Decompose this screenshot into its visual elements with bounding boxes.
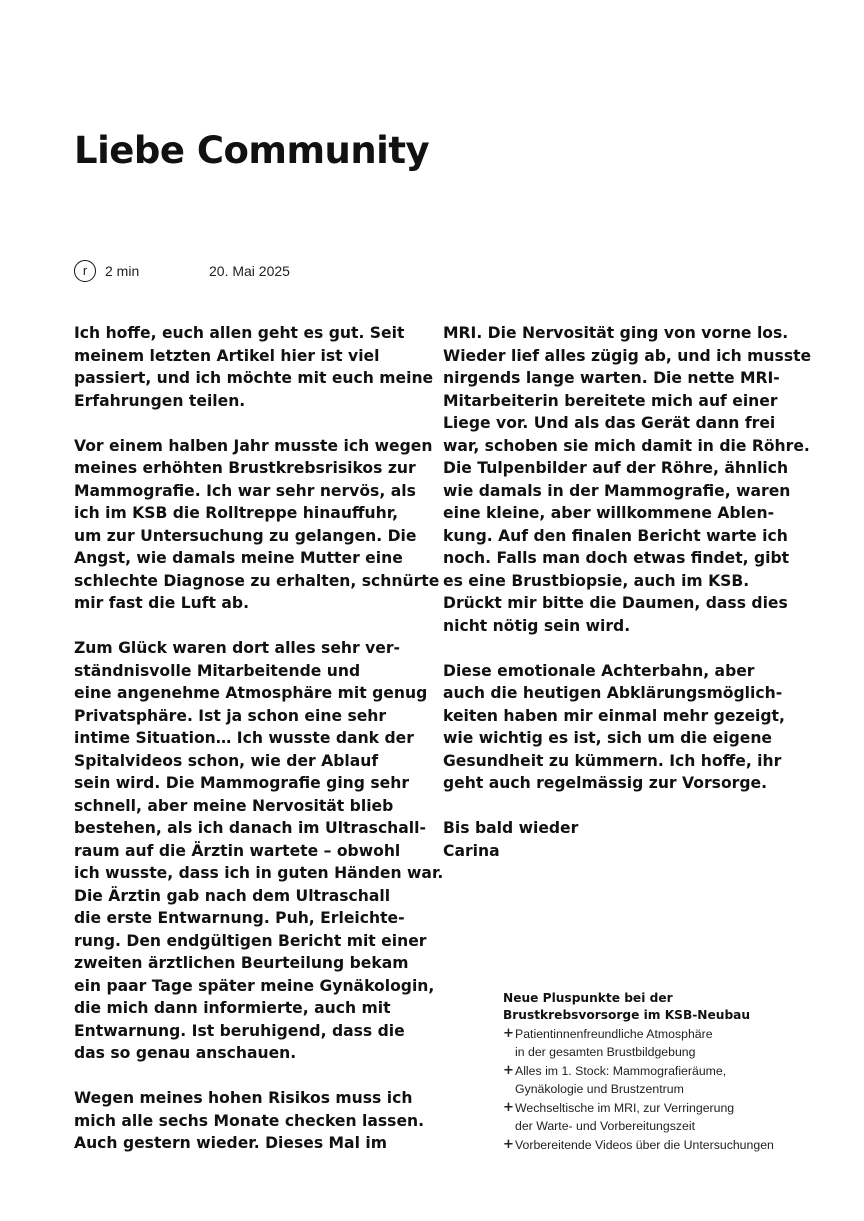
text-line: Zum Glück waren dort alles sehr ver- xyxy=(74,639,401,657)
text-line: Gesundheit zu kümmern. Ich hoffe, ihr xyxy=(443,751,782,770)
text-line: ein paar Tage später meine Gynäkologin, xyxy=(74,976,435,995)
article-body-right-column xyxy=(443,322,812,862)
text-line: Wegen meines hohen Risikos muss ich xyxy=(74,1089,413,1107)
info-box-item-line: Alles im 1. Stock: Mammografieräume, xyxy=(515,1064,727,1078)
text-line: bestehen, als ich danach im Ultraschall- xyxy=(74,819,426,837)
info-box-item xyxy=(503,1062,803,1098)
text-line: Erfahrungen teilen. xyxy=(74,391,246,410)
text-line: es eine Brustbiopsie, auch im KSB. xyxy=(443,571,750,590)
text-line: Wieder lief alles zügig ab, und ich musste xyxy=(443,346,812,365)
text-line: mir fast die Luft ab. xyxy=(74,594,250,612)
text-line: die mich dann informierte, auch mit xyxy=(74,999,391,1017)
text-line: Auch gestern wieder. Dieses Mal im xyxy=(74,1134,387,1152)
text-line: Carina xyxy=(443,841,500,860)
text-line: Diese emotionale Achterbahn, aber xyxy=(443,661,755,680)
text-line: keiten haben mir einmal mehr gezeigt, xyxy=(443,706,785,725)
article-body-left-column xyxy=(74,322,444,1155)
paragraph xyxy=(74,1087,434,1155)
publish-date: 20. Mai 2025 xyxy=(209,263,290,279)
article-meta xyxy=(74,259,290,283)
plus-icon: + xyxy=(503,1026,514,1041)
read-time-icon xyxy=(74,260,96,282)
text-line: schlechte Diagnose zu erhalten, schnürte xyxy=(74,571,440,590)
text-line: sein wird. Die Mammografie ging sehr xyxy=(74,774,410,792)
text-line: auch die heutigen Abklärungsmöglich- xyxy=(443,684,783,702)
info-box-item-text xyxy=(515,1099,734,1135)
text-line: Mammografie. Ich war sehr nervös, als xyxy=(74,481,416,500)
text-line: das so genau anschauen. xyxy=(74,1044,297,1062)
text-line: nirgends lange warten. Die nette MRI- xyxy=(443,369,780,387)
text-line: wie wichtig es ist, sich um die eigene xyxy=(443,729,772,747)
info-box-item xyxy=(503,1099,803,1135)
info-box-title-line: Brustkrebsvorsorge im KSB-Neubau xyxy=(503,1008,751,1022)
plus-icon: + xyxy=(503,1063,514,1078)
text-line: geht auch regelmässig zur Vorsorge. xyxy=(443,774,768,792)
text-line: raum auf die Ärztin wartete – obwohl xyxy=(74,841,401,860)
info-box-item-line: Vorbereitende Videos über die Untersuchungen xyxy=(515,1138,774,1152)
text-line: Die Tulpenbilder auf der Röhre, ähnlich xyxy=(443,459,789,477)
info-box-item xyxy=(503,1136,803,1154)
info-box-item-line: Patientinnenfreundliche Atmosphäre xyxy=(515,1027,713,1041)
read-time-icon-letter: r xyxy=(82,263,88,278)
info-box-item xyxy=(503,1025,803,1061)
text-line: Angst, wie damals meine Mutter eine xyxy=(74,549,403,567)
paragraph xyxy=(74,637,444,1065)
text-line: eine angenehme Atmosphäre mit genug xyxy=(74,684,428,702)
text-line: wie damals in der Mammografie, waren xyxy=(443,481,791,500)
text-line: MRI. Die Nervosität ging von vorne los. xyxy=(443,324,789,342)
text-line: ich wusste, dass ich in guten Händen war. xyxy=(74,864,444,882)
info-box-item-text xyxy=(515,1136,774,1154)
info-box-title xyxy=(503,990,803,1024)
info-box-item-text xyxy=(515,1025,713,1061)
text-line: mich alle sechs Monate checken lassen. xyxy=(74,1111,425,1130)
info-box-item-line: in der gesamten Brustbildgebung xyxy=(515,1045,696,1059)
info-box xyxy=(503,990,803,1155)
text-line: ständnisvolle Mitarbeitende und xyxy=(74,661,361,680)
read-time: 2 min xyxy=(105,263,140,279)
info-box-item-line: der Warte- und Vorbereitungszeit xyxy=(515,1119,695,1133)
text-line: um zur Untersuchung zu gelangen. Die xyxy=(74,526,417,545)
text-line: schnell, aber meine Nervosität blieb xyxy=(74,796,394,815)
plus-icon: + xyxy=(503,1100,514,1115)
article-title: Liebe Community xyxy=(74,129,430,172)
text-line: passiert, und ich möchte mit euch meine xyxy=(74,369,434,387)
info-box-item-line: Wechseltische im MRI, zur Verringerung xyxy=(515,1101,735,1115)
paragraph xyxy=(74,322,434,412)
text-line: Drückt mir bitte die Daumen, dass dies xyxy=(443,594,788,612)
text-line: ich im KSB die Rolltreppe hinauffuhr, xyxy=(74,504,399,522)
text-line: intime Situation… Ich wusste dank der xyxy=(74,729,414,747)
text-line: Liege vor. Und als das Gerät dann frei xyxy=(443,414,776,432)
text-line: die erste Entwarnung. Puh, Erleichte- xyxy=(74,909,405,927)
text-line: Vor einem halben Jahr musste ich wegen xyxy=(74,436,433,455)
text-line: noch. Falls man doch etwas findet, gibt xyxy=(443,549,790,567)
text-line: meines erhöhten Brustkrebsrisikos zur xyxy=(74,459,416,477)
text-line: Spitalvideos schon, wie der Ablauf xyxy=(74,751,379,770)
text-line: nicht nötig sein wird. xyxy=(443,616,631,635)
info-box-item-line: Gynäkologie und Brustzentrum xyxy=(515,1082,684,1096)
text-line: kung. Auf den finalen Bericht warte ich xyxy=(443,526,788,545)
info-box-list xyxy=(503,1025,803,1154)
text-line: zweiten ärztlichen Beurteilung bekam xyxy=(74,954,409,972)
text-line: Bis bald wieder xyxy=(443,819,579,837)
paragraph xyxy=(74,435,440,615)
text-line: war, schoben sie mich damit in die Röhre. xyxy=(443,436,810,455)
plus-icon: + xyxy=(503,1137,514,1152)
text-line: Ich hoffe, euch allen geht es gut. Seit xyxy=(74,324,405,342)
text-line: eine kleine, aber willkommene Ablen- xyxy=(443,504,775,522)
paragraph xyxy=(443,817,803,862)
text-line: Die Ärztin gab nach dem Ultraschall xyxy=(74,886,391,905)
text-line: Mitarbeiterin bereitete mich auf einer xyxy=(443,391,778,410)
info-box-title-line: Neue Pluspunkte bei der xyxy=(503,991,673,1005)
text-line: Privatsphäre. Ist ja schon eine sehr xyxy=(74,706,387,725)
paragraph xyxy=(443,660,803,795)
info-box-item-text xyxy=(515,1062,726,1098)
text-line: meinem letzten Artikel hier ist viel xyxy=(74,346,380,365)
paragraph xyxy=(443,322,812,637)
text-line: Entwarnung. Ist beruhigend, dass die xyxy=(74,1021,405,1040)
text-line: rung. Den endgültigen Bericht mit einer xyxy=(74,931,427,950)
